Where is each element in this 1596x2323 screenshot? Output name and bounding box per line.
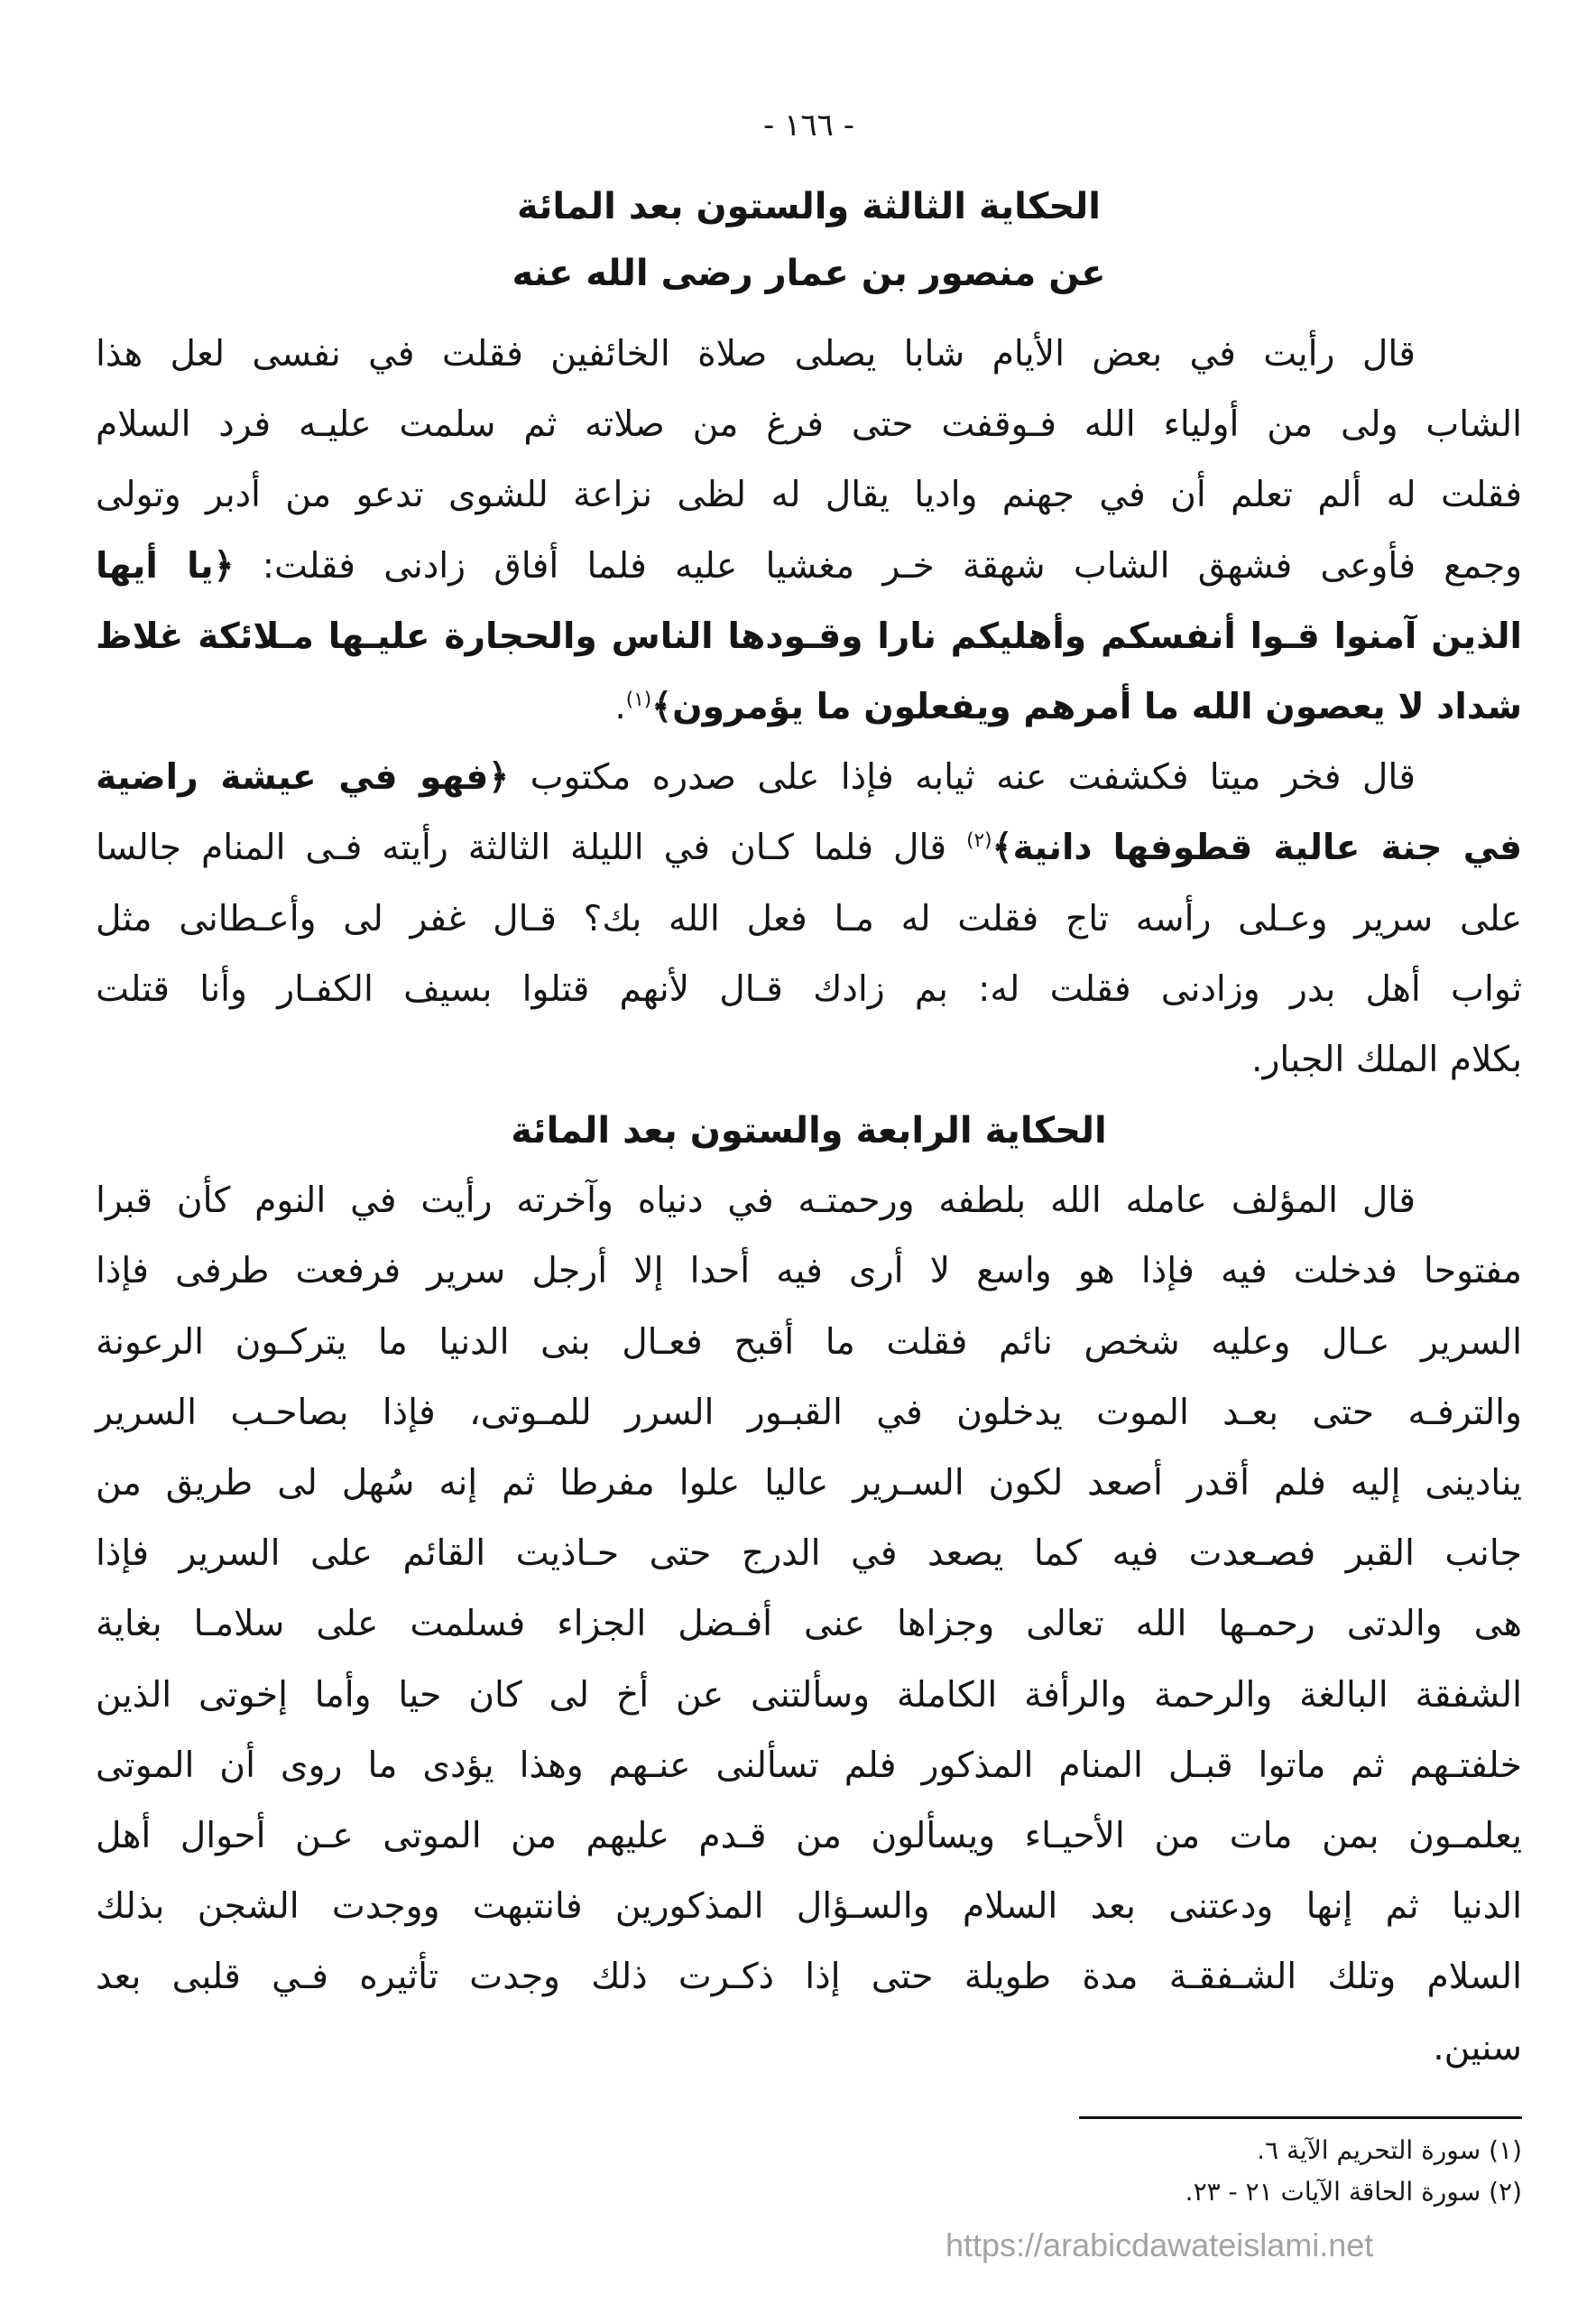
line-content (1433, 2013, 1522, 2084)
line-content (614, 672, 1522, 743)
text-line (96, 1308, 1522, 1378)
line-content (96, 813, 1522, 884)
footnote-rule (1079, 2116, 1522, 2119)
line-text: السرير عـال وعليه شخص نائم فقلت ما أقبح فعـال بنى الدنيا ما يتركـون الرعونة (96, 1321, 1522, 1363)
line-text: السلام وتلك الشـفقـة مدة طويلة حتى إذا ذكـرت ذلك وجدت تأثيره فـي قلبى بعد (96, 1957, 1522, 1998)
text-line (96, 1166, 1522, 1236)
line-text: يعلمـون بمن مات من الأحيـاء ويسألون من قـدم عليهم من الموتى عـن أحوال أهل (96, 1815, 1522, 1856)
quran-verse: شداد لا يعصون الله ما أمرهم ويفعلون ما يؤمرون﴾ (651, 686, 1522, 727)
text-line (96, 1448, 1522, 1519)
line-text: قال المؤلف عامله الله بلطفه ورحمتـه في دنياه وآخرته رأيت في النوم كأن قبرا (96, 1180, 1416, 1222)
line-content (96, 1308, 1522, 1378)
line-content (96, 955, 1522, 1025)
line-text: على سرير وعـلى رأسه تاج فقلت له مـا فعل الله بك؟ قـال غفر لى وأعـطانى مثل (96, 898, 1522, 939)
quran-verse: ﴿يا أيها (96, 545, 235, 587)
text-line (96, 319, 1522, 390)
line-text: جانب القبر فصـعدت فيه كما يصعد في الدرج حتى حـاذيت القائم على السرير فإذا (96, 1533, 1522, 1575)
text-line (96, 743, 1522, 813)
line-content (96, 319, 1416, 390)
paragraph (96, 319, 1522, 743)
story-title: الحكاية الثالثة والستون بعد المائة (517, 186, 1101, 227)
quran-verse: ﴿فهو في عيشة راضية (96, 757, 510, 799)
text-line (96, 1025, 1522, 1096)
footnote-ref: (٢) (966, 829, 992, 853)
line-text: قال فلما كـان في الليلة الثالثة رأيته فـى المنام جالسا (96, 828, 947, 869)
line-content (96, 1589, 1522, 1660)
line-text: ينادينى إليه فلم أقدر أصعد لكون السـرير عاليا علوا مفرطا ثم إنه سُهل لى طريق من (96, 1463, 1522, 1504)
page-number: - ١٦٦ - (763, 107, 854, 143)
line-content (96, 602, 1522, 672)
line-text: سنين. (1433, 2027, 1522, 2068)
line-text: هى والدتى رحمـها الله تعالى وجزاها عنى أفـضل الجزاء فسلمت على سلامـا بغاية (96, 1604, 1522, 1645)
line-text: وجمع فأوعى فشهق الشاب شهقة خـر مغشيا عليه فلما أفاق زادنى فقلت: (262, 545, 1522, 587)
line-content (96, 1872, 1522, 1942)
paragraph (96, 1166, 1522, 2083)
line-text: الشفقة البالغة والرحمة والرأفة الكاملة وسألتنى عن أخ لى كان حيا وأما إخوتى الذين (96, 1674, 1522, 1716)
footnote-ref: (١) (625, 688, 652, 711)
text-line (96, 460, 1522, 531)
quran-verse: في جنة عالية قطوفها دانية﴾ (992, 828, 1522, 869)
line-content (96, 1519, 1522, 1589)
footnote: (١) سورة التحريم الآية ٦. (1257, 2135, 1522, 2165)
line-content (96, 1378, 1522, 1448)
text-line (96, 1731, 1522, 1801)
main-text (96, 319, 1522, 2084)
text-line (96, 1236, 1522, 1307)
quran-verse: الذين آمنوا قـوا أنفسكم وأهليكم نارا وقـودها الناس والحجارة عليـها مـلائكة غلاظ (96, 615, 1522, 657)
line-content (96, 1448, 1522, 1519)
text-line (96, 2013, 1522, 2084)
text-line (96, 532, 1522, 602)
line-text: بكلام الملك الجبار. (1251, 1039, 1522, 1080)
text-line (96, 1378, 1522, 1448)
story-title: الحكاية الرابعة والستون بعد المائة (511, 1110, 1107, 1152)
line-text: والترفـه حتى بعـد الموت يدخلون في القبـور السرر للمـوتى، فإذا بصاحـب السرير (96, 1392, 1522, 1433)
text-line (96, 1801, 1522, 1872)
line-content (96, 1942, 1522, 2013)
line-text: فقلت له ألم تعلم أن في جهنم واديا يقال له لظى نزاعة للشوى تدعو من أدبر وتولى (96, 475, 1522, 516)
line-content (96, 532, 1522, 602)
line-content (1251, 1025, 1522, 1096)
text-line (96, 390, 1522, 460)
text-line (96, 1872, 1522, 1942)
watermark-url: https://arabicdawateislami.net (946, 2226, 1374, 2263)
line-content (96, 743, 1416, 813)
text-line (96, 1519, 1522, 1589)
line-text: خلفتـهم ثم ماتوا قبـل المنام المذكور فلم تسألنى عنـهم وهذا يؤدى ما روى أن الموتى (96, 1745, 1522, 1786)
line-content (96, 1236, 1522, 1307)
line-content (96, 460, 1522, 531)
line-text: . (614, 686, 626, 727)
text-line (96, 1942, 1522, 2013)
text-line (96, 1589, 1522, 1660)
line-text: قال رأيت في بعض الأيام شابا يصلى صلاة الخائفين فقلت في نفسى لعل هذا (96, 334, 1416, 375)
line-content (96, 884, 1522, 955)
line-text: قال فخر ميتا فكشفت عنه ثيابه فإذا على صدره مكتوب (530, 757, 1416, 799)
line-text: ثواب أهل بدر وزادنى فقلت له: بم زادك قـال لأنهم قتلوا بسيف الكفـار وأنا قتلت (96, 968, 1522, 1010)
text-line (96, 813, 1522, 884)
line-content (96, 1731, 1522, 1801)
paragraph (96, 743, 1522, 1096)
line-content (96, 1801, 1522, 1872)
line-content (96, 1661, 1522, 1731)
line-content (96, 1166, 1416, 1236)
text-line (96, 602, 1522, 672)
line-text: الشاب ولى من أولياء الله فـوقفت حتى فرغ من صلاته ثم سلمت عليـه فرد السلام (96, 404, 1522, 446)
text-line (96, 672, 1522, 743)
line-text: مفتوحا فدخلت فيه فإذا هو واسع لا أرى فيه أحدا إلا أرجل سرير فرفعت طرفى فإذا (96, 1251, 1522, 1292)
story-subtitle: عن منصور بن عمار رضى الله عنه (512, 253, 1106, 294)
text-line (96, 884, 1522, 955)
line-text: الدنيا ثم إنها ودعتنى بعد السلام والسـؤال المذكورين فانتبهت ووجدت الشجن بذلك (96, 1886, 1522, 1928)
text-line (96, 955, 1522, 1025)
footnote: (٢) سورة الحاقة الآيات ٢١ - ٢٣. (1185, 2177, 1522, 2207)
line-content (96, 390, 1522, 460)
text-line (96, 1661, 1522, 1731)
